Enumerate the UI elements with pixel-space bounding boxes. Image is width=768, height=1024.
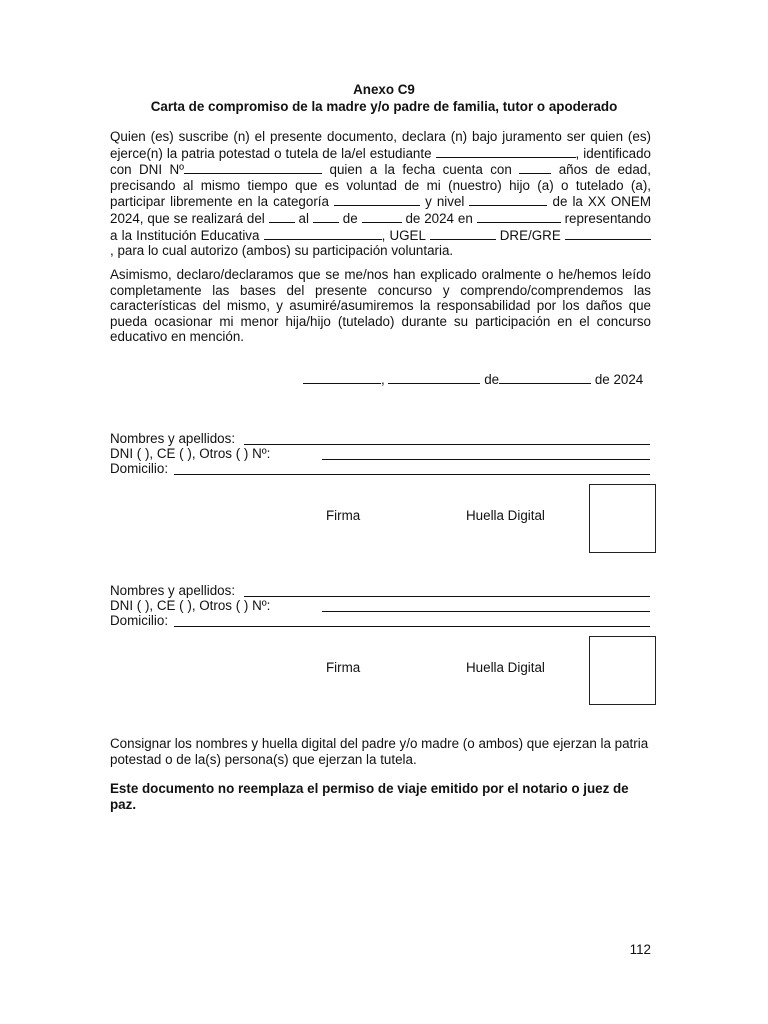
signer-2-huella-label: Huella Digital: [466, 660, 545, 675]
signer-1-firma-label: Firma: [326, 508, 361, 523]
signer-1-fingerprint-box[interactable]: [589, 484, 656, 553]
declaration-text-13: , para lo cual autorizo (ambos) su participación voluntaria.: [110, 243, 454, 259]
names-label: Nombres y apellidos:: [110, 431, 236, 446]
day-blank[interactable]: [388, 371, 480, 384]
dni-number-blank[interactable]: [184, 161, 322, 174]
month-blank[interactable]: [362, 210, 402, 223]
declaration-text-11: , UGEL: [381, 227, 426, 243]
declaration-text-3: quien a la fecha cuenta con: [329, 162, 512, 178]
signer-1-address-field[interactable]: [174, 474, 650, 475]
city-blank[interactable]: [303, 371, 381, 384]
age-blank[interactable]: [519, 161, 551, 174]
declaration-text-8: de: [342, 210, 358, 226]
declaration-text-5: y nivel: [425, 194, 465, 210]
date-comma: ,: [381, 372, 385, 387]
signer-2-address-field[interactable]: [174, 626, 650, 627]
signer-1-address-row: [110, 461, 650, 476]
declaration-text-7: al: [298, 210, 309, 226]
names-label: Nombres y apellidos:: [110, 583, 236, 598]
student-name-blank[interactable]: [436, 145, 576, 158]
dni-label: DNI ( ), CE ( ), Otros ( ) Nº:: [110, 598, 271, 613]
dni-label: DNI ( ), CE ( ), Otros ( ) Nº:: [110, 446, 271, 461]
declaration-text-4: años de edad, precisando al mismo tiempo que es voluntad de mi (nuestro) hijo (a) o tutelado (a), participar libremente en la categoría: [110, 162, 651, 210]
ugel-blank[interactable]: [430, 227, 496, 240]
signer-2-block: [110, 583, 650, 628]
declaration-paragraph: [110, 129, 651, 259]
date-de: de: [484, 372, 500, 387]
signer-2-firma-label: Firma: [326, 660, 361, 675]
signer-1-huella-label: Huella Digital: [466, 508, 545, 523]
level-blank[interactable]: [469, 193, 547, 206]
signer-1-block: [110, 431, 650, 476]
date-year: de 2024: [594, 372, 644, 387]
signer-2-names-field[interactable]: [244, 596, 650, 597]
instruction-note: Consignar los nombres y huella digital del padre y/o madre (o ambos) que ejerzan la patria potestad o de la(s) persona(s) que ejerzan la tutela.: [110, 736, 649, 767]
signer-1-names-field[interactable]: [244, 444, 650, 445]
page-number: 112: [629, 942, 651, 957]
declaration-text-2: , identificado con DNI Nº: [110, 145, 651, 178]
venue-blank[interactable]: [477, 210, 561, 223]
date-month-blank[interactable]: [499, 371, 591, 384]
acknowledgement-paragraph: Asimismo, declaro/declaramos que se me/nos han explicado oralmente o he/hemos leído completamente las bases del presente concurso y comprendo/comprendemos las características del mismo, y asumiré/asumiremos la responsabilidad por los daños que pueda ocasionar mi menor hija/hijo (tutelado) durante su participación en el concurso educativo en mención.: [110, 267, 651, 345]
date-line: [303, 371, 651, 387]
annex-subtitle: Carta de compromiso de la madre y/o padre de familia, tutor o apoderado: [150, 99, 618, 114]
dre-gre-blank[interactable]: [565, 227, 651, 240]
declaration-text-6: de la XX ONEM 2024, que se realizará del: [110, 194, 652, 226]
declaration-text-10: representando a la Institución Educativa: [110, 210, 651, 243]
declaration-text-9: de 2024 en: [405, 210, 473, 226]
signer-2-dni-field[interactable]: [322, 611, 650, 612]
domicilio-label: Domicilio:: [110, 613, 169, 628]
annex-title: Anexo C9: [353, 82, 415, 97]
end-day-blank[interactable]: [313, 210, 339, 223]
institution-blank[interactable]: [264, 227, 382, 240]
start-day-blank[interactable]: [269, 210, 295, 223]
declaration-text-12: DRE/GRE: [499, 227, 561, 243]
signer-1-dni-field[interactable]: [322, 459, 650, 460]
signer-1-dni-row: [110, 446, 650, 461]
signer-1-names-row: [110, 431, 650, 446]
signer-2-names-row: [110, 583, 650, 598]
domicilio-label: Domicilio:: [110, 461, 169, 476]
signer-2-dni-row: [110, 598, 650, 613]
travel-permit-disclaimer: Este documento no reemplaza el permiso de viaje emitido por el notario o juez de paz.: [110, 781, 629, 812]
signer-2-fingerprint-box[interactable]: [589, 636, 656, 705]
category-blank[interactable]: [334, 193, 420, 206]
declaration-text-1: Quien (es) suscribe (n) el presente documento, declara (n) bajo juramento ser quien (es) ejerce(n) la patria potestad o tutela de la/el estudiante: [110, 129, 651, 161]
signer-2-address-row: [110, 613, 650, 628]
